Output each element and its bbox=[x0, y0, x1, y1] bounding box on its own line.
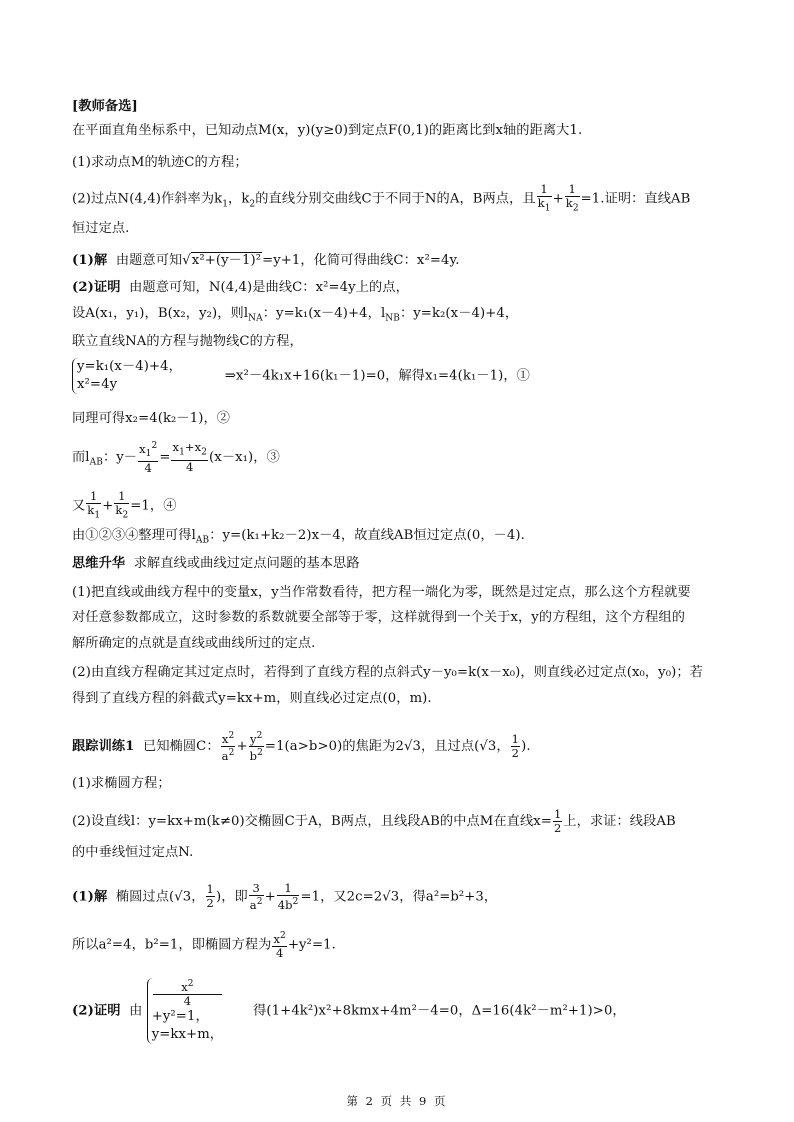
solution-combine: 联立直线NA的方程与抛物线C的方程， bbox=[72, 334, 303, 349]
follow-q1: (1)求椭圆方程； bbox=[72, 776, 171, 791]
solution-lines: 设A(x₁，y₁)，B(x₂，y₂)，则$l_{NA}$：y=k₁(x－4)+4，$l_{NB}$：y=k₂(x－4)+4， bbox=[72, 306, 519, 324]
solution-final: 由①②③④整理可得$l_{AB}$：y=(k₁+k₂－2)x－4，故直线AB恒过定点(0，－4). bbox=[72, 528, 525, 546]
solution-lab: 而$l_{AB}$：y－ $\frac{x_1^2}{4}$ = $\frac{x_1+x_2}{4}$ (x－x₁)，③ bbox=[72, 440, 280, 476]
follow-solution-1: (1)解 椭圆过点(√3， $\frac{1}{2}$ )，即 $\frac{3}{a^2}$ + $\frac{1}{4b^2}$ =1，又2c=2√3，得a²=b²+3， bbox=[72, 881, 498, 912]
solution-same: 同理可得x₂=4(k₂－1)，② bbox=[72, 411, 231, 426]
follow-solution-2: (2)证明 由 $x^2$ 4 +y²=1， y=kx+m， 得(1+4k²)x²+8kmx+4m²－4=0，Δ=16(4k²－m²+1)>0， bbox=[72, 979, 626, 1042]
page-footer: 第 2 页 共 9 页 bbox=[346, 1094, 448, 1108]
follow-statement: 跟踪训练1 已知椭圆C： $\frac{x^2}{a^2}$ + $\frac{y^2}{b^2}$ =1(a>b>0)的焦距为2√3，且过点(√3， $\frac{1}{2}$ ). bbox=[72, 731, 531, 763]
problem-q2-line2: 恒过定点. bbox=[72, 221, 130, 236]
follow-solution-1b: 所以a²=4，b²=1，即椭圆方程为 $\frac{x^2}{4}$ +y²=1. bbox=[72, 931, 336, 960]
solution-system-1: y=k₁(x－4)+4， x²=4y ⇒x²－4k₁x+16(k₁－1)=0，解得x₁=4(k₁－1)，① bbox=[72, 358, 530, 394]
problem-q1: (1)求动点M的轨迹C的方程； bbox=[72, 155, 248, 170]
thinking-p1b: 对任意参数都成立，这时参数的系数就要全部等于零，这样就得到一个关于x，y的方程组，这个方程组的 bbox=[72, 610, 686, 625]
follow-q2: (2)设直线l：y=kx+m(k≠0)交椭圆C于A，B两点，且线段AB的中点M在直线x= $\frac{1}{2}$ 上，求证：线段AB bbox=[72, 807, 676, 835]
solution-again: 又 $\frac{1}{k_1}$ + $\frac{1}{k_2}$ =1，④ bbox=[72, 489, 177, 521]
section-label: [教师备选] bbox=[72, 99, 138, 114]
thinking-p2b: 得到了直线方程的斜截式y=kx+m，则直线必过定点(0，m). bbox=[72, 691, 432, 706]
follow-q2-line2: 的中垂线恒过定点N. bbox=[72, 845, 194, 860]
solution-part2-intro: (2)证明 由题意可知，N(4,4)是曲线C：x²=4y上的点， bbox=[72, 280, 409, 295]
thinking-p1c: 解所确定的点就是直线或曲线所过的定点. bbox=[72, 636, 316, 651]
thinking-heading: 思维升华 求解直线或曲线过定点问题的基本思路 bbox=[72, 556, 360, 571]
problem-statement: 在平面直角坐标系中，已知动点M(x，y)(y≥0)到定点F(0,1)的距离比到x轴的距离大1. bbox=[72, 123, 583, 138]
thinking-p1a: (1)把直线或曲线方程中的变量x，y当作常数看待，把方程一端化为零，既然是过定点，那么这个方程就要 bbox=[72, 585, 691, 600]
solution-part1: (1)解 由题意可知√x²+(y－1)²=y+1，化简可得曲线C：x²=4y. bbox=[72, 253, 460, 268]
problem-q2: (2)过点N(4,4)作斜率为$k_1$，$k_2$的直线分别交曲线C于不同于N的A，B两点，且 $\frac{1}{k_1}$ + $\frac{1}{k_2}$ =1.证明：直线AB bbox=[72, 182, 691, 214]
thinking-p2a: (2)由直线方程确定其过定点时，若得到了直线方程的点斜式y－y₀=k(x－x₀)，则直线必过定点(x₀，y₀)；若 bbox=[72, 665, 703, 680]
